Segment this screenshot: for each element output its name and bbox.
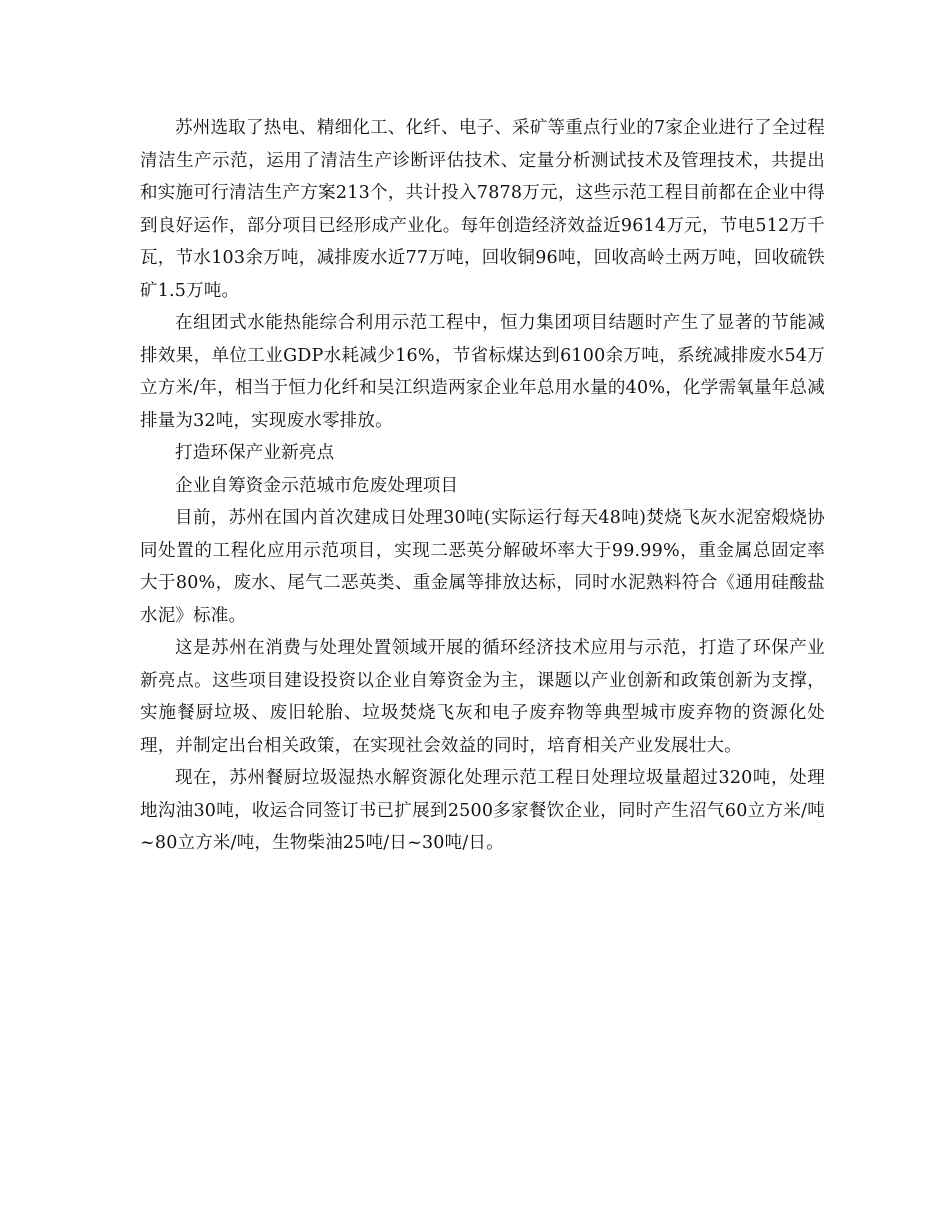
paragraph-circular-economy-demo: 这是苏州在消费与处理处置领域开展的循环经济技术应用与示范，打造了环保产业新亮点。这些项目建设投资以企业自筹资金为主，课题以产业创新和政策创新为支撑，实施餐厨垃圾、废旧轮胎、垃圾焚烧飞灰和电子废弃物等典型城市废弃物的资源化处理，并制定出台相关政策，在实现社会效益的同时，培育相关产业发展壮大。 <box>140 638 825 756</box>
subheading-hazardous-waste-project: 企业自筹资金示范城市危废处理项目 <box>175 475 459 496</box>
document-body <box>140 112 825 860</box>
paragraph-fly-ash-cement-kiln: 目前，苏州在国内首次建成日处理30吨(实际运行每天48吨)焚烧飞灰水泥窑煅烧协同处置的工程化应用示范项目，实现二恶英分解破坏率大于99.99%，重金属总固定率大于80%，废水、尾气二恶英类、重金属等排放达标，同时水泥熟料符合《通用硅酸盐水泥》标准。 <box>140 508 825 626</box>
paragraph-hengli-water-energy: 在组团式水能热能综合利用示范工程中，恒力集团项目结题时产生了显著的节能减排效果，单位工业GDP水耗减少16%，节省标煤达到6100余万吨，系统减排废水54万立方米/年，相当于恒力化纤和吴江织造两家企业年总用水量的40%，化学需氧量年总减排量为32吨，实现废水零排放。 <box>140 313 825 431</box>
paragraph-suzhou-cleaner-production: 苏州选取了热电、精细化工、化纤、电子、采矿等重点行业的7家企业进行了全过程清洁生产示范，运用了清洁生产诊断评估技术、定量分析测试技术及管理技术，共提出和实施可行清洁生产方案213个，共计投入7878万元，这些示范工程目前都在企业中得到良好运作，部分项目已经形成产业化。每年创造经济效益近9614万元，节电512万千瓦，节水103余万吨，减排废水近77万吨，回收铜96吨，回收高岭土两万吨，回收硫铁矿1.5万吨。 <box>140 118 825 301</box>
paragraph-kitchen-waste-treatment: 现在，苏州餐厨垃圾湿热水解资源化处理示范工程日处理垃圾量超过320吨，处理地沟油30吨，收运合同签订书已扩展到2500多家餐饮企业，同时产生沼气60立方米/吨~80立方米/吨，生物柴油25吨/日~30吨/日。 <box>140 768 825 853</box>
section-heading-environmental-industry: 打造环保产业新亮点 <box>175 443 335 463</box>
